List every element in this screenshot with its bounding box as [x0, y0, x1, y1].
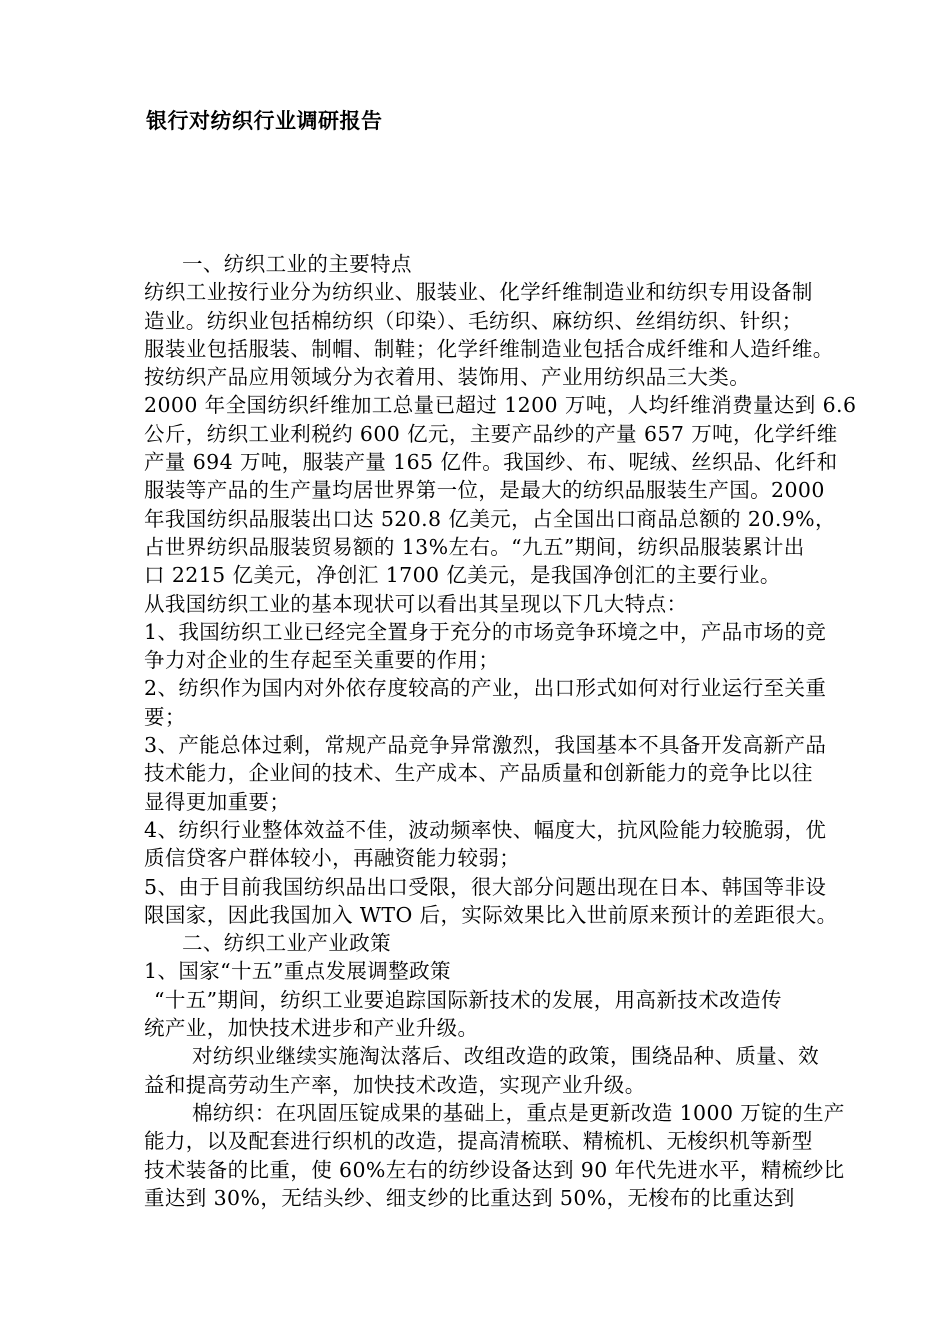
- text-line: 4、纺织行业整体效益不佳，波动频率快、幅度大，抗风险能力较脆弱，优: [144, 817, 827, 842]
- text-line: 造业。纺织业包括棉纺织（印染）、毛纺织、麻纺织、丝绢纺织、针织；: [144, 308, 803, 333]
- text-line: 公斤，纺织工业利税约 600 亿元，主要产品纱的产量 657 万吨，化学纤维: [144, 421, 838, 446]
- text-line: 能力，以及配套进行织机的改造，提高清梳联、精梳机、无梭织机等新型: [144, 1129, 813, 1154]
- text-line: 争力对企业的生存起至关重要的作用；: [144, 648, 500, 673]
- document-title: 银行对纺织行业调研报告: [146, 109, 383, 133]
- text-line: 5、由于目前我国纺织品出口受限，很大部分问题出现在日本、韩国等非设: [144, 874, 827, 899]
- text-line: 质信贷客户群体较小，再融资能力较弱；: [144, 846, 521, 871]
- text-line: 2000 年全国纺织纤维加工总量已超过 1200 万吨，人均纤维消费量达到 6.6: [144, 393, 857, 418]
- text-line: 技术能力，企业间的技术、生产成本、产品质量和创新能力的竞争比以往: [144, 761, 813, 786]
- text-line: 1、我国纺织工业已经完全置身于充分的市场竞争环境之中，产品市场的竞: [144, 619, 827, 644]
- text-line: 要；: [144, 704, 186, 729]
- text-line: “十五”期间，纺织工业要追踪国际新技术的发展，用高新技术改造传: [154, 987, 782, 1012]
- text-line: 2、纺织作为国内对外依存度较高的产业，出口形式如何对行业运行至关重: [144, 676, 827, 701]
- text-line: 显得更加重要；: [144, 789, 291, 814]
- text-line: 服装业包括服装、制帽、制鞋；化学纤维制造业包括合成纤维和人造纤维。: [144, 336, 834, 361]
- text-line: 对纺织业继续实施淘汰落后、改组改造的政策，围绕品种、质量、效: [192, 1044, 819, 1069]
- text-line: 益和提高劳动生产率，加快技术改造，实现产业升级。: [144, 1072, 646, 1097]
- text-line: 限国家，因此我国加入 WTO 后，实际效果比入世前原来预计的差距很大。: [144, 902, 838, 927]
- text-line: 产量 694 万吨，服装产量 165 亿件。我国纱、布、呢绒、丝织品、化纤和: [144, 450, 838, 475]
- text-line: 重达到 30%，无结头纱、细支纱的比重达到 50%，无梭布的比重达到: [144, 1185, 795, 1210]
- text-line: 年我国纺织品服装出口达 520.8 亿美元，占全国出口商品总额的 20.9%，: [144, 506, 836, 531]
- text-line: 一、纺织工业的主要特点: [182, 252, 412, 276]
- text-line: 技术装备的比重，使 60%左右的纺纱设备达到 90 年代先进水平，精梳纱比: [144, 1157, 845, 1182]
- text-line: 纺织工业按行业分为纺织业、服装业、化学纤维制造业和纺织专用设备制: [144, 280, 813, 305]
- text-line: 占世界纺织品服装贸易额的 13%左右。“九五”期间，纺织品服装累计出: [144, 534, 805, 559]
- text-line: 服装等产品的生产量均居世界第一位，是最大的纺织品服装生产国。2000: [144, 478, 825, 503]
- text-line: 二、纺织工业产业政策: [182, 931, 391, 956]
- document-body: [144, 250, 879, 1212]
- text-line: 口 2215 亿美元，净创汇 1700 亿美元，是我国净创汇的主要行业。: [144, 563, 781, 588]
- text-line: 棉纺织：在巩固压锭成果的基础上，重点是更新改造 1000 万锭的生产: [192, 1100, 845, 1125]
- text-line: 从我国纺织工业的基本现状可以看出其呈现以下几大特点：: [144, 591, 688, 616]
- text-line: 3、产能总体过剩，常规产品竞争异常激烈，我国基本不具备开发高新产品: [144, 733, 827, 758]
- text-line: 1、国家“十五”重点发展调整政策: [144, 959, 451, 984]
- text-line: 按纺织产品应用领域分为衣着用、装饰用、产业用纺织品三大类。: [144, 365, 751, 390]
- text-line: 统产业，加快技术进步和产业升级。: [144, 1016, 479, 1041]
